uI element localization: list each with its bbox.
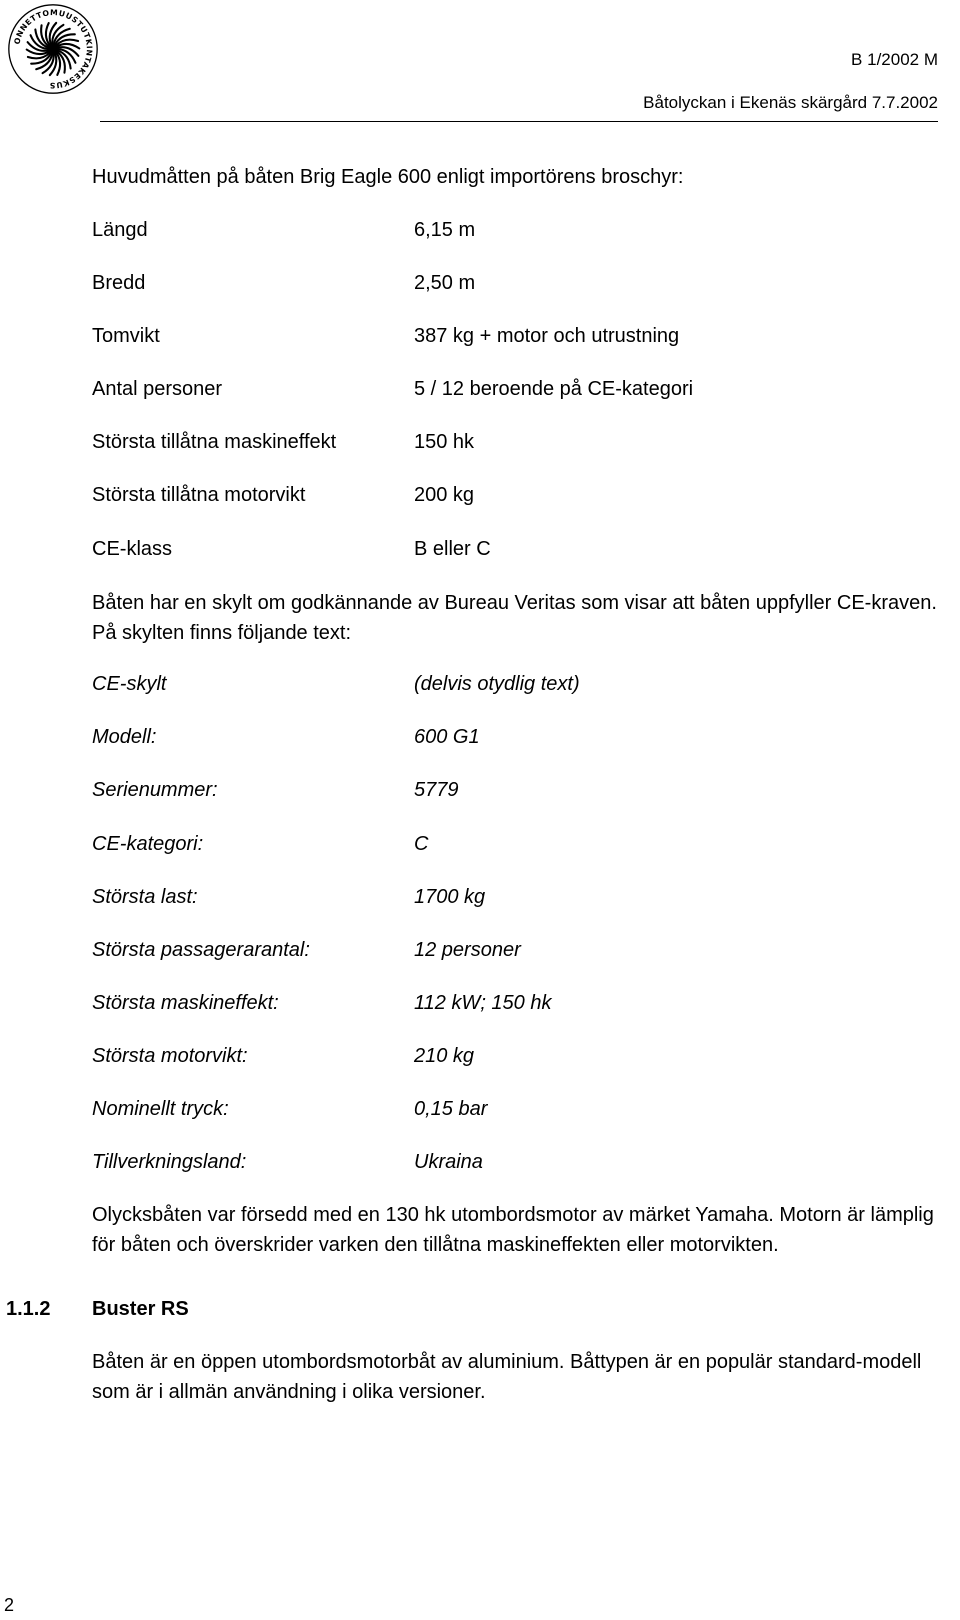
plate-row <box>92 882 940 912</box>
spec-label: Tomvikt <box>92 325 160 347</box>
plate-row <box>92 775 940 805</box>
spec-value: 2,50 m <box>414 272 476 294</box>
plate-value: 600 G1 <box>414 726 480 748</box>
plate-value: C <box>414 833 429 855</box>
report-code: B 1/2002 M <box>851 50 938 69</box>
plate-value: 210 kg <box>414 1045 475 1067</box>
plate-label: Serienummer: <box>92 779 218 801</box>
plate-label: Största motorvikt: <box>92 1045 248 1067</box>
sun-emblem-icon <box>27 23 80 75</box>
spec-label: Bredd <box>92 272 146 294</box>
spec-value: B eller C <box>414 538 491 560</box>
spec-value: 5 / 12 beroende på CE-kategori <box>414 378 694 400</box>
plate-label: Modell: <box>92 726 157 748</box>
plate-row <box>92 988 940 1018</box>
plate-value: 5779 <box>414 779 459 801</box>
spec-row <box>92 215 940 245</box>
spec-value: 6,15 m <box>414 219 476 241</box>
plate-row <box>92 935 940 965</box>
spec-row <box>92 427 940 457</box>
spec-value: 200 kg <box>414 484 475 506</box>
section-title: Buster RS <box>92 1298 189 1320</box>
spec-row <box>92 321 940 351</box>
plate-intro: Båten har en skylt om godkännande av Bureau Veritas som visar att båten uppfyller CE-kraven. På skylten finns följande text: <box>92 592 937 644</box>
plate-row <box>92 829 940 859</box>
specs-intro: Huvudmåtten på båten Brig Eagle 600 enligt importörens broschyr: <box>92 166 684 188</box>
plate-value: 12 personer <box>414 939 521 961</box>
spec-value: 387 kg + motor och utrustning <box>414 325 680 347</box>
plate-value: 0,15 bar <box>414 1098 488 1120</box>
plate-label: Största passagerarantal: <box>92 939 310 961</box>
header-divider <box>100 121 938 122</box>
spec-row <box>92 374 940 404</box>
spec-value: 150 hk <box>414 431 475 453</box>
spec-label: Antal personer <box>92 378 223 400</box>
plate-value: Ukraina <box>414 1151 483 1173</box>
plate-row <box>92 722 940 752</box>
plate-row <box>92 1147 940 1177</box>
plate-label: Största last: <box>92 886 198 908</box>
page-number: 2 <box>4 1595 15 1615</box>
plate-row <box>92 1094 940 1124</box>
plate-value: 112 kW; 150 hk <box>414 992 552 1014</box>
plate-value: 1700 kg <box>414 886 486 908</box>
plate-value: (delvis otydlig text) <box>414 673 580 695</box>
spec-label: Största tillåtna motorvikt <box>92 484 306 506</box>
spec-label: CE-klass <box>92 538 173 560</box>
plate-label: CE-kategori: <box>92 833 204 855</box>
spec-row <box>92 534 940 564</box>
spec-label: Största tillåtna maskineffekt <box>92 431 337 453</box>
svg-text:ONNETTOMUUSTUTKINTAKESKUS: ONNETTOMUUSTUTKINTAKESKUS <box>12 8 94 90</box>
plate-label: Nominellt tryck: <box>92 1098 229 1120</box>
accident-investigation-board-logo <box>6 2 100 96</box>
report-title: Båtolyckan i Ekenäs skärgård 7.7.2002 <box>643 93 938 112</box>
engine-paragraph: Olycksbåten var försedd med en 130 hk utombordsmotor av märket Yamaha. Motorn är lämplig för båten och överskrider varken den tillåtna maskineffekten eller motorvikten. <box>92 1204 934 1256</box>
plate-row <box>92 669 940 699</box>
plate-label: Största maskineffekt: <box>92 992 279 1014</box>
plate-label: Tillverkningsland: <box>92 1151 247 1173</box>
section-body: Båten är en öppen utombordsmotorbåt av aluminium. Båttypen är en populär standard-modell som är i allmän användning i olika versioner. <box>92 1351 922 1403</box>
plate-row <box>92 1041 940 1071</box>
section-number: 1.1.2 <box>6 1298 51 1320</box>
spec-row <box>92 480 940 510</box>
spec-row <box>92 268 940 298</box>
plate-label: CE-skylt <box>92 673 167 695</box>
spec-label: Längd <box>92 219 148 241</box>
sun-core-icon <box>49 45 57 53</box>
